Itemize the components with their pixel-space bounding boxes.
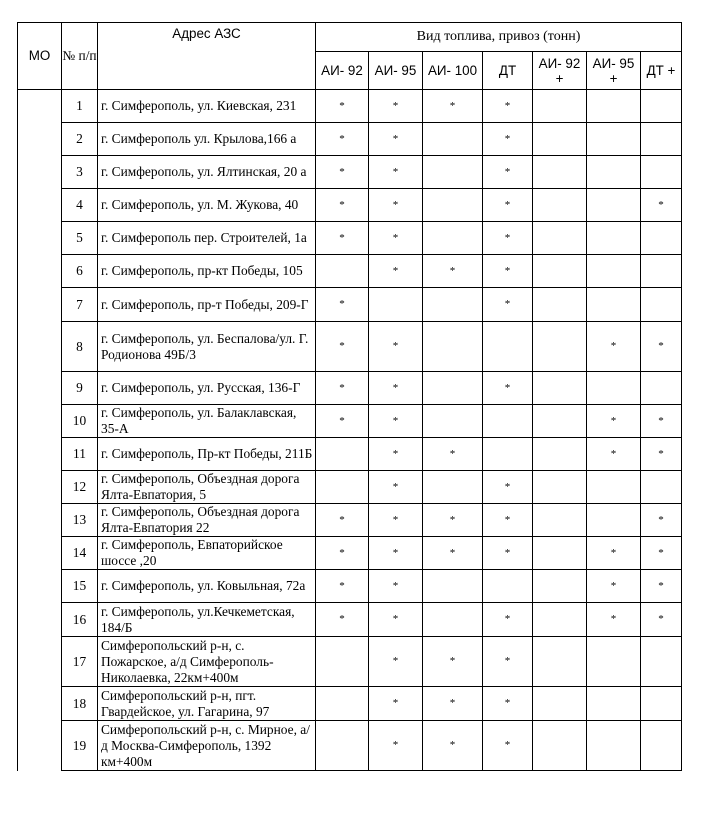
fuel-mark-cell: *: [483, 288, 533, 322]
fuel-mark-cell: [587, 189, 641, 222]
fuel-mark-cell: *: [483, 123, 533, 156]
fuel-mark-cell: *: [369, 90, 423, 123]
fuel-mark-cell: [423, 471, 483, 504]
row-number: 3: [62, 156, 98, 189]
fuel-mark-cell: [533, 438, 587, 471]
fuel-mark-cell: [587, 90, 641, 123]
fuel-mark-cell: *: [369, 721, 423, 771]
header-fuel-dt-plus: ДТ +: [641, 52, 682, 90]
table-row: [18, 156, 682, 189]
fuel-mark-cell: [423, 405, 483, 438]
fuel-mark-cell: *: [483, 255, 533, 288]
station-address: г. Симферополь, ул. Ялтинская, 20 а: [98, 156, 316, 189]
row-number: 9: [62, 372, 98, 405]
row-number: 12: [62, 471, 98, 504]
row-number: 8: [62, 322, 98, 372]
table-row: [18, 570, 682, 603]
station-address: г. Симферополь, ул. Беспалова/ул. Г. Родионова 49Б/3: [98, 322, 316, 372]
fuel-mark-cell: [587, 255, 641, 288]
fuel-mark-cell: *: [369, 255, 423, 288]
fuel-mark-cell: *: [587, 405, 641, 438]
fuel-mark-cell: [483, 438, 533, 471]
fuel-mark-cell: [483, 322, 533, 372]
header-fuel-ai92: АИ- 92: [316, 52, 369, 90]
fuel-mark-cell: *: [316, 537, 369, 570]
fuel-mark-cell: *: [483, 537, 533, 570]
fuel-mark-cell: *: [369, 322, 423, 372]
fuel-mark-cell: [423, 322, 483, 372]
fuel-mark-cell: *: [316, 570, 369, 603]
fuel-mark-cell: [587, 156, 641, 189]
header-mo: МО: [18, 23, 62, 90]
station-address: г. Симферополь, пр-т Победы, 209-Г: [98, 288, 316, 322]
fuel-mark-cell: *: [483, 471, 533, 504]
station-address: г. Симферополь, Объездная дорога Ялта-Евпатория, 5: [98, 471, 316, 504]
fuel-mark-cell: [533, 405, 587, 438]
fuel-mark-cell: *: [423, 255, 483, 288]
fuel-mark-cell: *: [423, 687, 483, 721]
station-address: г. Симферополь, ул. Киевская, 231: [98, 90, 316, 123]
table-row: [18, 537, 682, 570]
fuel-mark-cell: [533, 721, 587, 771]
station-address: г. Симферополь, ул. М. Жукова, 40: [98, 189, 316, 222]
fuel-mark-cell: *: [641, 537, 682, 570]
table-row: [18, 504, 682, 537]
row-number: 4: [62, 189, 98, 222]
header-fuel-ai95-plus: АИ- 95 +: [587, 52, 641, 90]
header-fuel-ai95: АИ- 95: [369, 52, 423, 90]
fuel-mark-cell: [316, 471, 369, 504]
header-fuel-dt: ДТ: [483, 52, 533, 90]
fuel-mark-cell: [533, 123, 587, 156]
fuel-mark-cell: *: [423, 721, 483, 771]
fuel-mark-cell: *: [316, 156, 369, 189]
fuel-mark-cell: [316, 687, 369, 721]
fuel-mark-cell: *: [587, 537, 641, 570]
row-number: 16: [62, 603, 98, 637]
fuel-mark-cell: [423, 288, 483, 322]
fuel-mark-cell: *: [369, 372, 423, 405]
table-row: [18, 255, 682, 288]
row-number: 18: [62, 687, 98, 721]
row-number: 11: [62, 438, 98, 471]
fuel-mark-cell: *: [369, 189, 423, 222]
station-address: г. Симферополь, Евпаторийское шоссе ,20: [98, 537, 316, 570]
fuel-mark-cell: [641, 637, 682, 687]
row-number: 15: [62, 570, 98, 603]
fuel-mark-cell: *: [483, 222, 533, 255]
fuel-mark-cell: *: [369, 123, 423, 156]
fuel-mark-cell: [533, 570, 587, 603]
fuel-mark-cell: [641, 123, 682, 156]
row-number: 6: [62, 255, 98, 288]
fuel-mark-cell: [423, 189, 483, 222]
fuel-mark-cell: *: [316, 189, 369, 222]
fuel-mark-cell: [641, 90, 682, 123]
fuel-mark-cell: *: [316, 288, 369, 322]
fuel-mark-cell: [533, 471, 587, 504]
table-row: [18, 322, 682, 372]
fuel-mark-cell: [641, 471, 682, 504]
fuel-mark-cell: [533, 189, 587, 222]
fuel-mark-cell: *: [369, 570, 423, 603]
fuel-mark-cell: *: [369, 405, 423, 438]
row-number: 17: [62, 637, 98, 687]
table-row: [18, 603, 682, 637]
station-address: Симферопольский р-н, с. Мирное, а/д Москва-Симферополь, 1392 км+400м: [98, 721, 316, 771]
fuel-mark-cell: [533, 537, 587, 570]
fuel-mark-cell: *: [483, 687, 533, 721]
table-row: [18, 405, 682, 438]
fuel-mark-cell: *: [641, 504, 682, 537]
fuel-mark-cell: *: [483, 189, 533, 222]
fuel-mark-cell: *: [587, 570, 641, 603]
fuel-mark-cell: *: [423, 637, 483, 687]
table-row: [18, 189, 682, 222]
fuel-stations-table: [17, 22, 682, 771]
fuel-mark-cell: *: [641, 189, 682, 222]
fuel-mark-cell: [316, 721, 369, 771]
fuel-mark-cell: [533, 222, 587, 255]
fuel-mark-cell: *: [483, 372, 533, 405]
fuel-mark-cell: [533, 90, 587, 123]
fuel-mark-cell: [533, 288, 587, 322]
fuel-mark-cell: [533, 603, 587, 637]
fuel-mark-cell: *: [423, 504, 483, 537]
fuel-mark-cell: [533, 637, 587, 687]
fuel-mark-cell: *: [369, 222, 423, 255]
fuel-mark-cell: *: [369, 156, 423, 189]
station-address: г. Симферополь пер. Строителей, 1а: [98, 222, 316, 255]
fuel-mark-cell: [587, 372, 641, 405]
fuel-mark-cell: [423, 123, 483, 156]
fuel-mark-cell: [533, 687, 587, 721]
fuel-mark-cell: [587, 637, 641, 687]
row-number: 5: [62, 222, 98, 255]
fuel-mark-cell: *: [587, 322, 641, 372]
header-row-top: [18, 23, 682, 52]
table-body: [18, 90, 682, 771]
fuel-mark-cell: *: [369, 438, 423, 471]
row-number: 14: [62, 537, 98, 570]
fuel-mark-cell: [533, 156, 587, 189]
table-row: [18, 372, 682, 405]
fuel-mark-cell: *: [369, 471, 423, 504]
row-number: 2: [62, 123, 98, 156]
row-number: 7: [62, 288, 98, 322]
fuel-mark-cell: *: [316, 372, 369, 405]
fuel-mark-cell: *: [369, 603, 423, 637]
fuel-mark-cell: *: [369, 687, 423, 721]
fuel-mark-cell: *: [423, 90, 483, 123]
fuel-mark-cell: [533, 372, 587, 405]
fuel-mark-cell: [423, 222, 483, 255]
station-address: г. Симферополь, Пр-кт Победы, 211Б: [98, 438, 316, 471]
station-address: г. Симферополь, ул. Балаклавская, 35-А: [98, 405, 316, 438]
fuel-mark-cell: [641, 222, 682, 255]
fuel-mark-cell: [641, 687, 682, 721]
fuel-mark-cell: *: [483, 637, 533, 687]
fuel-mark-cell: [641, 156, 682, 189]
fuel-mark-cell: *: [587, 438, 641, 471]
fuel-mark-cell: [641, 721, 682, 771]
station-address: Симферопольский р-н, с. Пожарское, а/д Симферополь-Николаевка, 22км+400м: [98, 637, 316, 687]
fuel-mark-cell: [316, 438, 369, 471]
fuel-mark-cell: *: [641, 405, 682, 438]
table-row: [18, 222, 682, 255]
fuel-mark-cell: [483, 405, 533, 438]
fuel-mark-cell: [316, 637, 369, 687]
fuel-mark-cell: [587, 471, 641, 504]
fuel-mark-cell: [587, 222, 641, 255]
fuel-mark-cell: [483, 570, 533, 603]
row-number: 10: [62, 405, 98, 438]
station-address: г. Симферополь, ул.Кечкеметская, 184/Б: [98, 603, 316, 637]
fuel-mark-cell: *: [316, 603, 369, 637]
fuel-mark-cell: [533, 255, 587, 288]
fuel-mark-cell: [533, 504, 587, 537]
fuel-mark-cell: *: [316, 504, 369, 537]
fuel-mark-cell: *: [369, 504, 423, 537]
table-row: [18, 123, 682, 156]
header-fuel-ai100: АИ- 100: [423, 52, 483, 90]
fuel-mark-cell: [587, 721, 641, 771]
fuel-mark-cell: [423, 156, 483, 189]
fuel-mark-cell: *: [641, 570, 682, 603]
table-row: [18, 721, 682, 771]
table-row: [18, 471, 682, 504]
station-address: г. Симферополь, ул. Ковыльная, 72а: [98, 570, 316, 603]
header-num: № п/п: [62, 23, 98, 90]
fuel-mark-cell: *: [641, 438, 682, 471]
fuel-mark-cell: *: [483, 721, 533, 771]
fuel-mark-cell: *: [483, 603, 533, 637]
fuel-mark-cell: *: [369, 537, 423, 570]
header-fuel-type: Вид топлива, привоз (тонн): [316, 23, 682, 52]
fuel-mark-cell: [641, 255, 682, 288]
fuel-mark-cell: *: [483, 90, 533, 123]
fuel-mark-cell: [587, 288, 641, 322]
fuel-mark-cell: *: [316, 123, 369, 156]
station-address: г. Симферополь ул. Крылова,166 а: [98, 123, 316, 156]
fuel-mark-cell: [587, 687, 641, 721]
fuel-mark-cell: [423, 570, 483, 603]
header-fuel-ai92-plus: АИ- 92 +: [533, 52, 587, 90]
fuel-mark-cell: [316, 255, 369, 288]
fuel-mark-cell: *: [641, 322, 682, 372]
fuel-mark-cell: [533, 322, 587, 372]
fuel-mark-cell: *: [587, 603, 641, 637]
fuel-mark-cell: *: [483, 504, 533, 537]
row-number: 13: [62, 504, 98, 537]
station-address: г. Симферополь, Объездная дорога Ялта-Евпатория 22: [98, 504, 316, 537]
station-address: г. Симферополь, ул. Русская, 136-Г: [98, 372, 316, 405]
fuel-mark-cell: [641, 288, 682, 322]
fuel-mark-cell: *: [641, 603, 682, 637]
row-number: 19: [62, 721, 98, 771]
mo-cell: [18, 90, 62, 771]
fuel-mark-cell: [423, 372, 483, 405]
table-row: [18, 288, 682, 322]
fuel-mark-cell: *: [369, 637, 423, 687]
fuel-mark-cell: *: [316, 90, 369, 123]
row-number: 1: [62, 90, 98, 123]
fuel-mark-cell: [641, 372, 682, 405]
fuel-mark-cell: [423, 603, 483, 637]
fuel-mark-cell: *: [316, 322, 369, 372]
header-address: Адрес АЗС: [98, 23, 316, 90]
fuel-mark-cell: *: [316, 405, 369, 438]
fuel-mark-cell: [587, 123, 641, 156]
fuel-mark-cell: *: [483, 156, 533, 189]
station-address: Симферопольский р-н, пгт. Гвардейское, ул. Гагарина, 97: [98, 687, 316, 721]
fuel-mark-cell: *: [423, 537, 483, 570]
fuel-mark-cell: *: [423, 438, 483, 471]
table-row: [18, 90, 682, 123]
station-address: г. Симферополь, пр-кт Победы, 105: [98, 255, 316, 288]
fuel-mark-cell: [587, 504, 641, 537]
table-row: [18, 438, 682, 471]
fuel-mark-cell: [369, 288, 423, 322]
table-row: [18, 637, 682, 687]
table-row: [18, 687, 682, 721]
fuel-mark-cell: *: [316, 222, 369, 255]
